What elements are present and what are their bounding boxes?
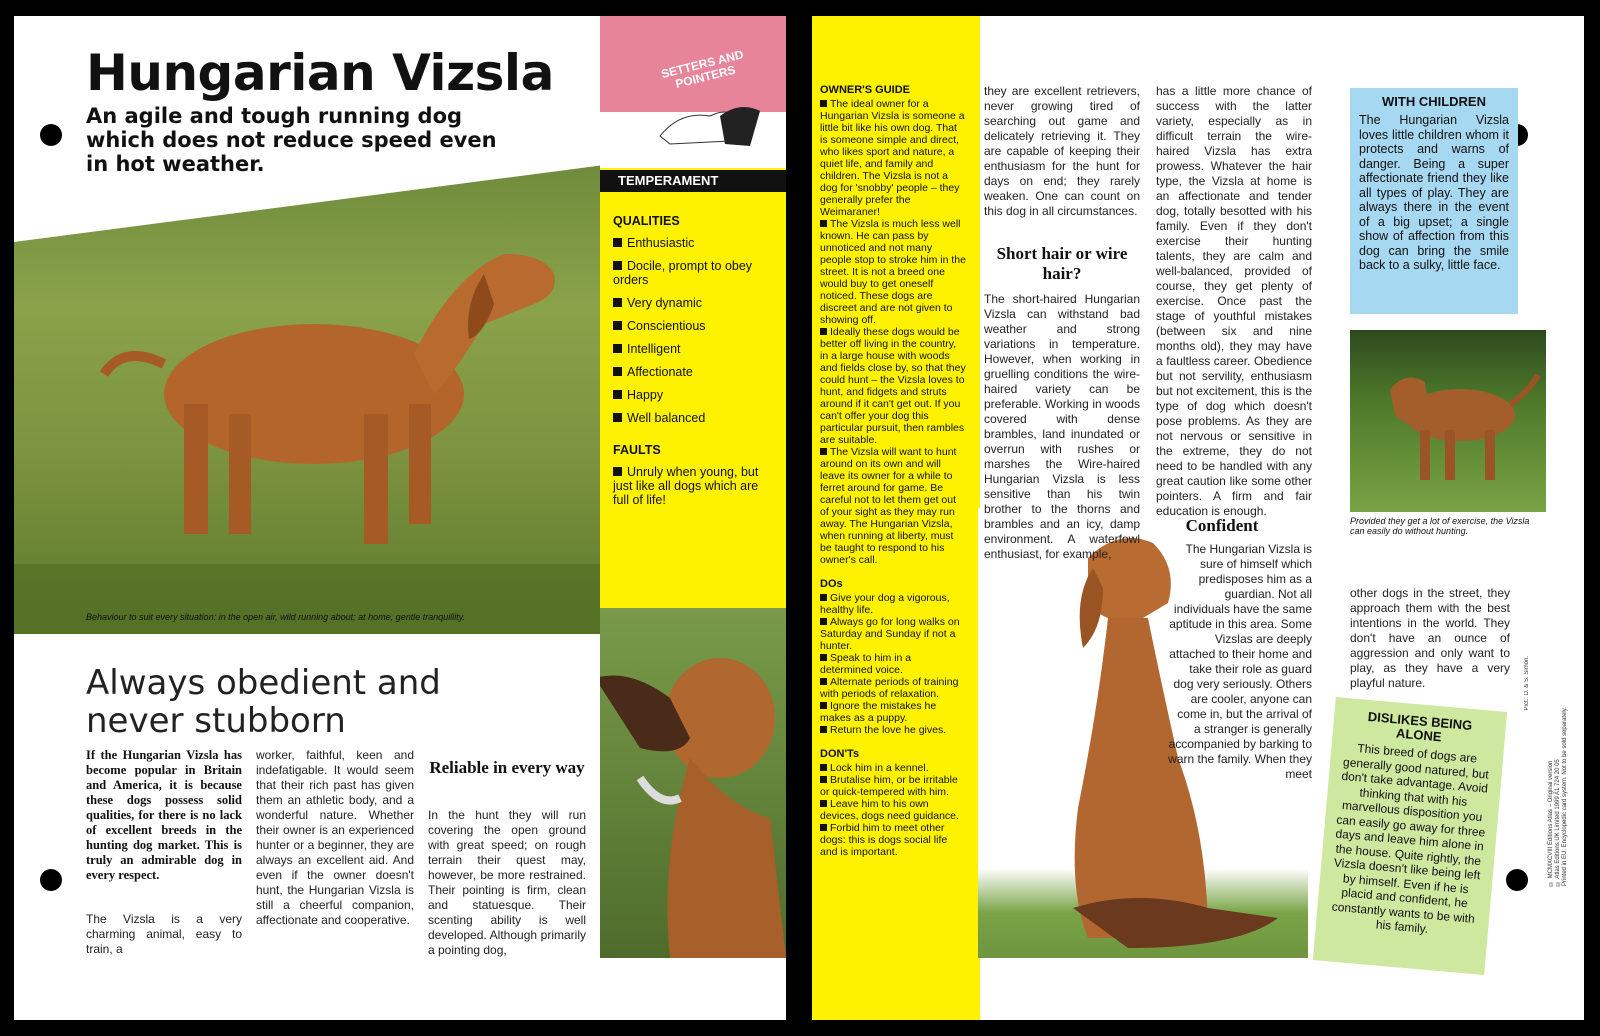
page-subtitle: An agile and tough running dog which does not reduce speed even in hot weather. [86, 104, 497, 176]
reliable-heading: Reliable in every way [429, 758, 585, 777]
vizsla-walking-photo [1350, 330, 1546, 512]
category-box [600, 16, 786, 168]
binder-hole [40, 124, 62, 146]
list-item: Very dynamic [613, 296, 773, 310]
dislikes-heading: DISLIKES BEING ALONE [1367, 708, 1473, 745]
binder-hole [1506, 869, 1528, 891]
intro-paragraph: If the Hungarian Vizsla has become popular in Britain and America, it is because these dogs possess solid qualities, for there is no lack of excellent breeds in the hunting dog market. This is truly an admirable dog in every respect. [86, 748, 242, 882]
list-item: The ideal owner for a Hungarian Vizsla is someone a little bit like his own dog. That is someone simple and direct, who likes sport and nature, a quiet life, and family and children. The Vizsla is not a dog for 'snobby' people – they generally prefer the Weimaraner! [820, 98, 965, 218]
list-item: Return the love he gives. [820, 724, 966, 736]
owners-guide [820, 84, 966, 858]
donts-heading: DON'Ts [820, 748, 860, 760]
qualities-list [613, 214, 773, 507]
owners-guide-heading: OWNER'S GUIDE [820, 84, 911, 96]
list-item: Ideally these dogs would be better off living in the country, in a large house with woods and fields close by, so that they could hunt – the Vizsla loves to hunt, and fidgets and struts around if it can't get out. If you can't offer your dog this particular pursuit, then rambles are suitable. [820, 326, 966, 446]
list-item: Well balanced [613, 411, 773, 425]
dislikes-box [1313, 697, 1507, 975]
binder-hole [40, 869, 62, 891]
list-item: Docile, prompt to obey orders [613, 259, 753, 287]
list-item: Speak to him in a determined voice. [820, 652, 912, 676]
photo-caption: Provided they get a lot of exercise, the Vizsla can easily do without hunting. [1350, 516, 1530, 536]
body-text-col1: The Vizsla is a very charming animal, easy to train, a [86, 912, 242, 956]
list-item: Enthusiastic [613, 236, 773, 250]
faults-heading: FAULTS [613, 443, 661, 457]
list-item: Ignore the mistakes he makes as a puppy. [820, 700, 937, 724]
list-item: Leave him to his own devices, dogs need guidance. [820, 798, 959, 822]
with-children-box [1350, 88, 1518, 314]
list-item: The Vizsla will want to hunt around on its own and will leave its owner for a while to ferret around for game. Be careful not to let them get out of your sight as they may run away. The Hungarian Vizsla, when running at liberty, must be taught to respond to his owner's call. [820, 446, 957, 566]
list-item: Affectionate [613, 365, 773, 379]
body-text-colC: other dogs in the street, they approach them with the best intentions in the world. They don't have an ounce of aggression and only want to play, as they have a very playful nature. [1350, 586, 1510, 690]
right-page [812, 16, 1584, 1020]
with-children-text: The Hungarian Vizsla loves little children whom it protects and warns of danger. Being a super affectionate friend they like all types of play. They are always there in the event of a big upset; a single show of affection from this dog can bring the smile back to a sulky, little face. [1359, 113, 1509, 272]
list-item: Intelligent [613, 342, 773, 356]
body-text-col2: worker, faithful, keen and indefatigable. It would seem that their rich past has given them an athletic body, and a wonderful nature. Whether their owner is an experienced hunter or a beginner, they are always an excellent aid. And even if the owner doesn't hunt, the Hungarian Vizsla is still a cheerful companion, affectionate and cooperative. [256, 748, 414, 927]
dos-heading: DOs [820, 578, 843, 590]
body-text-colA: they are excellent retrievers, never growing tired of searching out game and delicately retrieving it. They are capable of keeping their enthusiasm for the hunt for days on end; they rarely weaken. One can count on this dog in all circumstances. [984, 84, 1140, 218]
list-item: The Vizsla is much less well known. He can pass by unnoticed and not many people stop to stroke him in the street. It is not a breed one would buy to get oneself noticed. These dogs are discreet and are not given to showing off. [820, 218, 966, 326]
list-item: Lock him in a kennel. [820, 762, 966, 774]
list-item: Give your dog a vigorous, healthy life. [820, 592, 950, 616]
short-hair-heading: Short hair or wire hair? [996, 244, 1128, 283]
list-item: Always go for long walks on Saturday and Sunday if not a hunter. [820, 616, 960, 652]
qualities-heading: QUALITIES [613, 214, 680, 228]
left-page [14, 16, 786, 1020]
body-text-colB2: The Hungarian Vizsla is sure of himself which predisposes him as a guardian. Not all individuals have the same aptitude in this area. Some Vizslas are deeply attached to their home and take their role as guard dog very seriously. Others are cooler, anyone can come in, but the arrival of a stranger is generally accompanied by barking to warn the family. When they meet [1168, 542, 1312, 781]
vizsla-standing-photo [14, 164, 612, 634]
vizsla-retrieving-photo [600, 608, 786, 958]
picture-credit: Pict.: D. & S. Simon. [1524, 656, 1530, 711]
list-item: Happy [613, 388, 773, 402]
with-children-heading: WITH CHILDREN [1382, 94, 1486, 109]
body-text-col3: In the hunt they will run covering the open ground with great speed; on rough terrain their quest may, however, be more restrained. Their pointing is firm, clean and statuesque. Their scenting ability is well developed. Although primarily a pointing dog, [428, 808, 586, 957]
section-heading: Always obedient and never stubborn [86, 663, 441, 741]
body-text-colB: has a little more chance of success with the latter variety, especially as in difficult terrain the wire-haired Vizsla has extra prowess. Whatever the hair type, the Vizsla at home is an affectionate and tender dog, totally besotted with his family. Even if they don't exercise their hunting talents, they are calm and well-balanced, provided of course, they get plenty of exercise. Once past the stage of youthful mistakes (between six and nine months old), they may have a faultless career. Obedience but not servility, enthusiasm but not excitement, this is the type of dog which doesn't pose problems. As they are not nervous or sensitive in the extreme, they do not need to be handled with any great caution like some other pointers. A firm and fair education is enough. [1156, 84, 1312, 518]
list-item: Brutalise him, or be irritable or quick-tempered with him. [820, 774, 958, 798]
copyright-notice: © MCMXCVIII Éditions Atlas – Original version © Atlas Editions UK Limited 1999 A1 724 20 05 Printed in EU. Encyclopedic card system. Not to be sold separately. [1548, 707, 1568, 886]
page-title: Hungarian Vizsla [86, 44, 554, 102]
confident-heading: Confident [1185, 516, 1259, 535]
list-item: Conscientious [613, 319, 773, 333]
list-item: Forbid him to meet other dogs: this is dogs social life and is important. [820, 822, 948, 858]
dislikes-text: This breed of dogs are generally good natured, but don't take advantage. Avoid thinking that with his marvellous disposition you can easily go away for three days and leave him alone in the house. Quite rightly, the Vizsla doesn't like being left by himself. Even if he is placid and confident, he constantly wants to be with his family. [1331, 741, 1490, 936]
list-item: Alternate periods of training with periods of relaxation. [820, 676, 959, 700]
photo-caption: Behaviour to suit every situation: in the open air, wild running about; at home, gentle tranquillity. [86, 612, 466, 622]
list-item: Unruly when young, but just like all dogs which are full of life! [613, 465, 759, 507]
category-label: SETTERS AND POINTERS [659, 47, 745, 92]
body-text-colA2: The short-haired Hungarian Vizsla can withstand bad weather and strong variations in temperature. However, when working in gruelling conditions the wire-haired variety can be preferable. Working in woods covered with dense brambles, land inundated or overrun with rushes or marshes the Wire-haired Hungarian Vizsla is less sensitive than his twin brother to the thorns and brambles and an icy, damp environment. A waterfowl enthusiast, for example, [984, 292, 1140, 561]
temperament-bar: TEMPERAMENT [600, 170, 786, 192]
